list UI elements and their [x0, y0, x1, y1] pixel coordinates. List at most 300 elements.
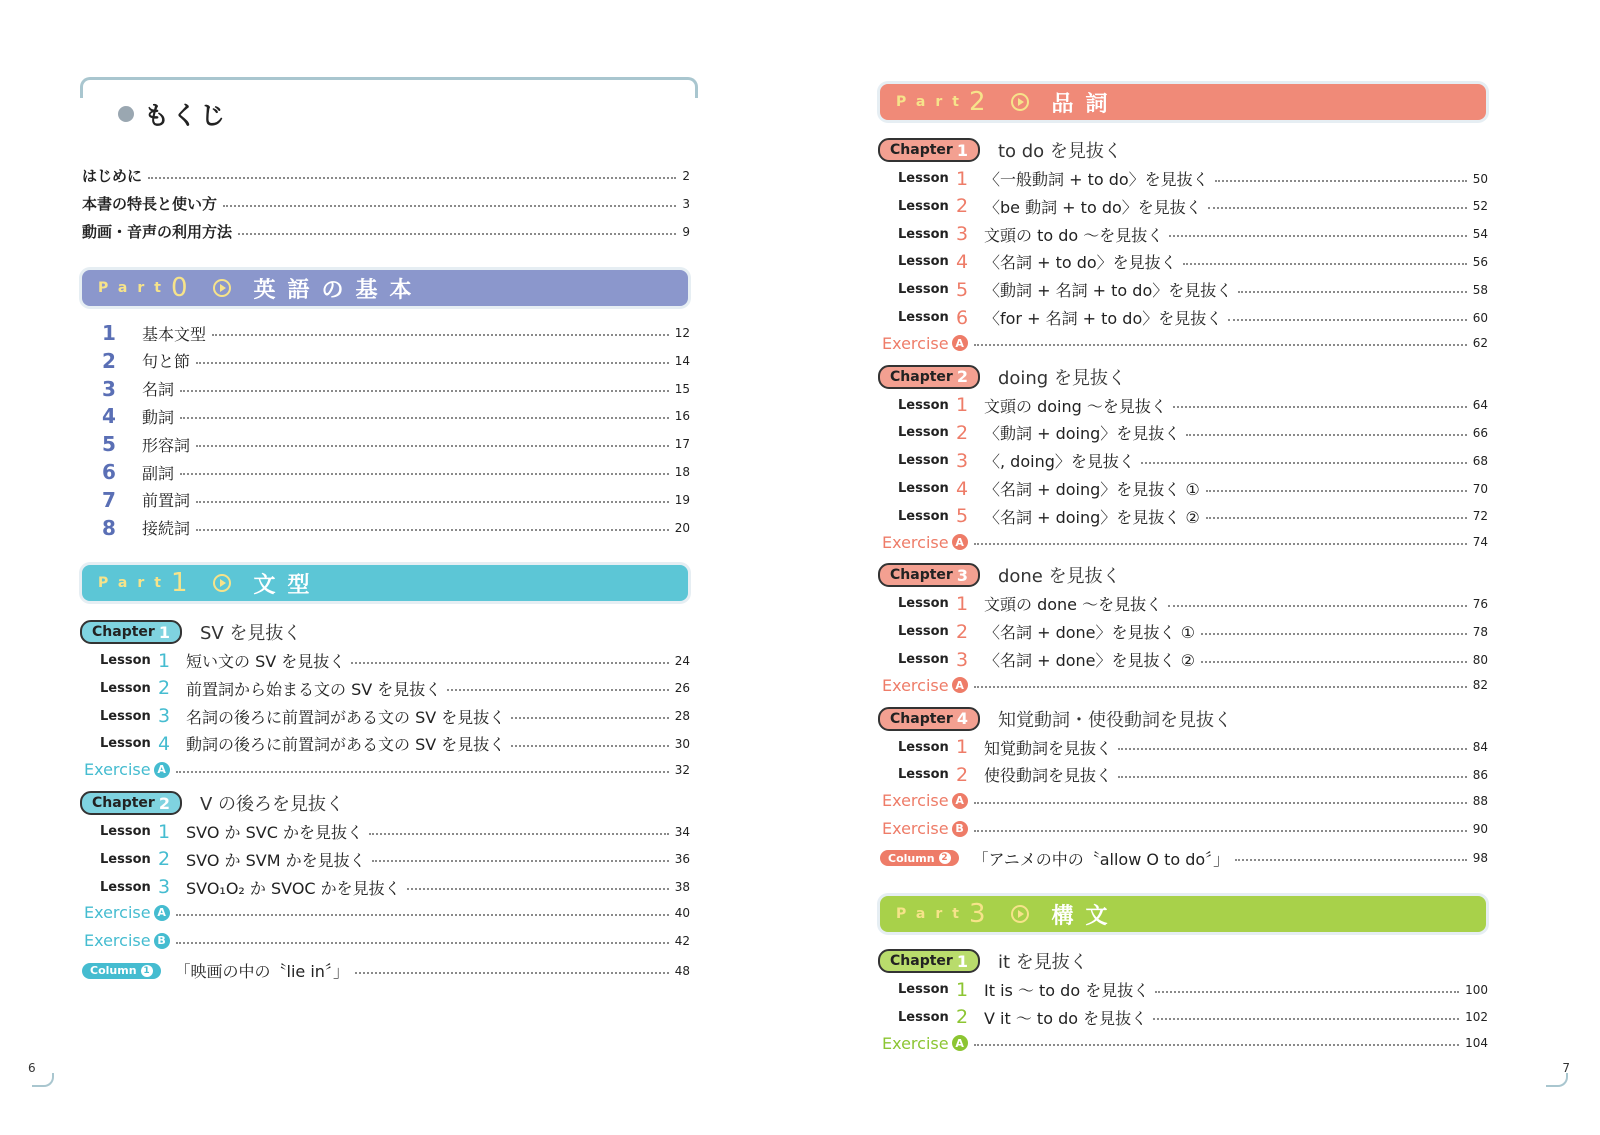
dot-leader [974, 1044, 1460, 1046]
lesson-page: 36 [674, 852, 690, 867]
column-word: Column [888, 851, 935, 865]
lesson-number: 4 [956, 477, 969, 500]
dot-leader [1215, 180, 1467, 182]
chapter-word: Chapter [890, 567, 953, 584]
entry-label: 接続詞 [142, 519, 191, 539]
column-pill [82, 963, 161, 979]
chapter-title: to do を見抜く [997, 141, 1122, 162]
exercise-label: Exercise [882, 791, 949, 811]
part2-banner[interactable]: Part 2 品詞 [880, 84, 1486, 120]
lesson-entry[interactable] [898, 1006, 1488, 1029]
entry-label: 前置詞 [142, 491, 191, 511]
lesson-title: 動詞の後ろに前置詞がある文の SV を見抜く [186, 735, 506, 755]
dot-leader [974, 802, 1467, 804]
chapter-title: it を見抜く [997, 952, 1088, 973]
exercise-label: Exercise [84, 931, 151, 951]
lesson-entry[interactable] [100, 649, 690, 672]
chapter-title: SV を見抜く [199, 623, 302, 644]
part0-entry[interactable] [102, 377, 690, 401]
chapter-word: Chapter [92, 624, 155, 640]
lesson-label: Lesson [898, 310, 949, 325]
lesson-entry[interactable] [898, 648, 1488, 671]
entry-page: 12 [674, 326, 690, 340]
chapter-pill [878, 949, 980, 973]
exercise-page: 90 [1472, 821, 1488, 836]
chapter-pill [878, 138, 980, 162]
chapter-number: 1 [956, 140, 968, 160]
lesson-entry[interactable] [898, 223, 1488, 246]
column-title: 「映画の中の〝lie in〞」 [174, 962, 349, 981]
part0-banner[interactable]: Part 0 英語の基本 [82, 270, 688, 306]
lesson-page: 72 [1472, 509, 1488, 524]
lesson-label: Lesson [898, 226, 949, 242]
dot-leader [369, 833, 669, 835]
lesson-entry[interactable] [898, 421, 1488, 444]
entry-page: 16 [674, 409, 690, 424]
part0-entry[interactable] [102, 432, 690, 456]
lesson-entry[interactable] [898, 592, 1488, 615]
dot-leader [974, 344, 1467, 346]
lesson-number: 2 [956, 620, 969, 643]
dot-leader [511, 745, 668, 747]
lesson-number: 1 [158, 649, 171, 672]
dot-leader [1155, 991, 1459, 993]
exercise-badge: A [952, 1035, 968, 1051]
dot-leader [1169, 235, 1466, 237]
lesson-entry[interactable] [898, 505, 1488, 528]
dot-leader [196, 529, 669, 531]
lesson-number: 2 [956, 763, 969, 786]
dot-leader [196, 445, 669, 447]
exercise-label: Exercise [882, 1033, 949, 1053]
lesson-label: Lesson [898, 397, 949, 413]
chapter-word: Chapter [890, 710, 953, 727]
chapter-pill [878, 563, 980, 587]
chapter-heading[interactable] [878, 137, 1488, 163]
dot-leader [180, 390, 669, 392]
exercise-page: 32 [674, 762, 690, 777]
lesson-page: 50 [1472, 171, 1488, 186]
lesson-number: 1 [956, 167, 969, 190]
dot-leader [1201, 661, 1467, 663]
lesson-number: 1 [956, 978, 969, 1001]
lesson-label: Lesson [100, 680, 151, 696]
dot-leader [1173, 406, 1467, 408]
exercise-badge: A [952, 534, 968, 550]
lesson-page: 64 [1472, 398, 1488, 413]
lesson-entry[interactable] [100, 876, 690, 899]
lesson-number: 2 [158, 677, 171, 700]
dot-leader [1238, 291, 1466, 293]
part0-entry[interactable] [102, 488, 690, 512]
bullet-icon [118, 106, 134, 122]
chapter-pill [80, 620, 182, 644]
column-page: 48 [674, 963, 690, 978]
lesson-number: 4 [956, 250, 969, 273]
toc-entry-intro[interactable]: はじめに 2 [82, 167, 690, 185]
exercise-entry[interactable] [84, 931, 690, 950]
lesson-number: 1 [956, 394, 969, 417]
lesson-label: Lesson [898, 453, 949, 469]
exercise-label: Exercise [882, 532, 949, 552]
lesson-page: 66 [1472, 425, 1488, 440]
chapter-title: doing を見抜く [997, 367, 1126, 389]
lesson-label: Lesson [898, 596, 949, 612]
lesson-entry[interactable] [898, 763, 1488, 786]
lesson-label: Lesson [898, 425, 949, 441]
part0-entry[interactable] [102, 349, 690, 373]
dot-leader [148, 177, 676, 179]
lesson-entry[interactable] [898, 306, 1488, 329]
lesson-label: Lesson [898, 982, 949, 997]
lesson-number: 2 [956, 1006, 969, 1029]
dot-leader [1228, 319, 1466, 321]
lesson-entry[interactable] [100, 848, 690, 871]
chapter-heading[interactable] [80, 619, 690, 645]
lesson-page: 38 [674, 880, 690, 895]
lesson-page: 100 [1465, 982, 1488, 997]
entry-number: 6 [102, 460, 116, 484]
exercise-entry[interactable] [882, 819, 1488, 838]
exercise-page: 62 [1472, 336, 1488, 351]
lesson-entry[interactable] [100, 732, 690, 755]
lesson-number: 1 [956, 736, 969, 759]
title-frame [80, 77, 698, 98]
lesson-label: Lesson [898, 652, 949, 667]
lesson-page: 68 [1472, 453, 1488, 468]
entry-label: 動詞 [142, 407, 175, 427]
dot-leader [355, 972, 669, 974]
lesson-title: SVO か SVC かを見抜く [186, 823, 363, 842]
entry-number: 7 [102, 487, 116, 512]
lesson-entry[interactable] [898, 278, 1488, 301]
lesson-number: 5 [956, 505, 969, 528]
dot-leader [1206, 490, 1467, 492]
entry-number: 1 [102, 321, 116, 345]
lesson-label: Lesson [898, 254, 949, 270]
chapter-word: Chapter [890, 142, 953, 158]
chapter-word: Chapter [92, 795, 155, 811]
chapter-pill [878, 707, 980, 731]
lesson-title: It is 〜 to do を見抜く [984, 981, 1150, 1000]
column-entry[interactable] [880, 847, 1488, 870]
exercise-page: 104 [1465, 1036, 1488, 1051]
lesson-entry[interactable] [898, 449, 1488, 472]
lesson-number: 3 [956, 223, 969, 246]
lesson-label: Lesson [100, 736, 151, 752]
dot-leader [1235, 859, 1467, 861]
lesson-page: 102 [1465, 1010, 1488, 1025]
lesson-label: Lesson [100, 824, 151, 839]
chapter-heading[interactable] [878, 364, 1488, 390]
chapter-title: V の後ろを見抜く [199, 794, 344, 815]
lesson-number: 2 [956, 421, 969, 444]
play-icon[interactable] [213, 279, 231, 297]
lesson-title: 〈名詞 + to do〉を見抜く [984, 253, 1177, 273]
entry-number: 5 [102, 432, 116, 457]
lesson-title: 〈名詞 + done〉を見抜く ② [984, 651, 1195, 670]
lesson-page: 58 [1472, 282, 1488, 297]
lesson-title: 名詞の後ろに前置詞がある文の SV を見抜く [186, 707, 506, 727]
chapter-number: 1 [956, 951, 968, 971]
lesson-page: 24 [674, 653, 690, 668]
dot-leader [212, 334, 669, 336]
lesson-number: 3 [158, 876, 171, 899]
dot-leader [511, 717, 668, 719]
chapter-title: done を見抜く [997, 566, 1121, 588]
lesson-title: 〈名詞 + doing〉を見抜く ① [984, 480, 1200, 499]
dot-leader [974, 543, 1467, 545]
lesson-title: 〈一般動詞 + to do〉を見抜く [984, 170, 1209, 189]
exercise-badge: A [952, 793, 968, 809]
lesson-title: 〈動詞 + doing〉を見抜く [984, 424, 1181, 444]
lesson-title: 知覚動詞を見抜く [984, 738, 1113, 758]
lesson-label: Lesson [100, 879, 151, 895]
lesson-page: 52 [1472, 199, 1488, 214]
chapter-word: Chapter [890, 953, 953, 969]
dot-leader [372, 860, 669, 862]
lesson-number: 3 [956, 449, 969, 472]
dot-leader [1118, 776, 1467, 778]
lesson-title: SVO か SVM かを見抜く [186, 850, 366, 870]
lesson-label: Lesson [898, 171, 949, 186]
exercise-page: 82 [1472, 678, 1488, 693]
lesson-title: 〈for + 名詞 + to do〉を見抜く [984, 309, 1223, 328]
exercise-label: Exercise [882, 819, 949, 838]
entry-page: 19 [674, 492, 690, 507]
lesson-number: 3 [158, 705, 171, 728]
exercise-entry[interactable] [882, 533, 1488, 552]
entry-number: 2 [102, 348, 116, 373]
exercise-label: Exercise [882, 333, 949, 353]
exercise-entry[interactable] [882, 791, 1488, 810]
toc-title: もくじ [118, 96, 228, 132]
lesson-entry[interactable] [898, 736, 1488, 759]
lesson-number: 5 [956, 278, 969, 301]
chapter-heading[interactable] [878, 948, 1488, 974]
dot-leader [351, 662, 668, 664]
exercise-page: 40 [674, 905, 690, 920]
play-icon[interactable] [1011, 93, 1029, 111]
play-icon[interactable] [213, 574, 231, 592]
dot-leader [407, 888, 669, 890]
exercise-badge: A [952, 677, 968, 693]
lesson-entry[interactable] [898, 394, 1488, 417]
entry-label: 名詞 [142, 380, 175, 400]
entry-page: 15 [674, 381, 690, 396]
corner-mark [32, 1073, 54, 1087]
lesson-page: 26 [674, 681, 690, 696]
entry-number: 8 [102, 515, 116, 540]
exercise-page: 88 [1472, 793, 1488, 808]
lesson-entry[interactable] [898, 620, 1488, 643]
dot-leader [1168, 605, 1467, 607]
dot-leader [196, 501, 669, 503]
lesson-page: 54 [1472, 227, 1488, 242]
dot-leader [238, 233, 676, 235]
lesson-title: 文頭の doing 〜を見抜く [984, 396, 1167, 416]
chapter-heading[interactable] [878, 562, 1488, 588]
entry-page: 14 [674, 353, 690, 368]
exercise-entry[interactable] [84, 903, 690, 922]
lesson-page: 86 [1472, 767, 1488, 782]
exercise-badge: A [154, 762, 170, 778]
exercise-entry[interactable] [882, 334, 1488, 353]
dot-leader [1141, 462, 1467, 464]
exercise-entry[interactable] [882, 676, 1488, 695]
lesson-label: Lesson [100, 653, 151, 668]
lesson-number: 1 [956, 592, 969, 615]
dot-leader [176, 771, 669, 773]
lesson-title: 〈名詞 + doing〉を見抜く ② [984, 507, 1200, 527]
lesson-entry[interactable] [898, 978, 1488, 1001]
exercise-badge: B [154, 933, 170, 949]
lesson-page: 34 [674, 824, 690, 839]
part0-entry[interactable] [102, 404, 690, 428]
dot-leader [180, 473, 669, 475]
dot-leader [974, 686, 1467, 688]
lesson-entry[interactable] [898, 195, 1488, 218]
chapter-heading[interactable] [878, 706, 1488, 732]
lesson-page: 30 [674, 736, 690, 751]
chapter-number: 3 [956, 565, 968, 585]
lesson-label: Lesson [898, 739, 949, 755]
lesson-number: 2 [956, 195, 969, 218]
dot-leader [1186, 434, 1466, 436]
part0-entry[interactable] [102, 321, 690, 345]
lesson-label: Lesson [898, 624, 949, 640]
column-title: 「アニメの中の〝allow O to do〞」 [972, 849, 1230, 869]
lesson-page: 28 [674, 709, 690, 724]
dot-leader [176, 914, 669, 916]
lesson-page: 76 [1472, 596, 1488, 611]
toc-entry-media[interactable]: 動画・音声の利用方法 9 [82, 223, 690, 241]
exercise-entry[interactable] [84, 760, 690, 779]
lesson-entry[interactable] [898, 167, 1488, 190]
lesson-label: Lesson [898, 481, 949, 496]
entry-label: 副詞 [142, 463, 175, 483]
chapter-pill [80, 791, 182, 815]
lesson-entry[interactable] [898, 477, 1488, 500]
entry-label: 句と節 [142, 352, 191, 372]
column-page: 98 [1472, 851, 1488, 866]
lesson-label: Lesson [100, 851, 151, 867]
lesson-entry[interactable] [100, 677, 690, 700]
dot-leader [196, 362, 669, 364]
exercise-label: Exercise [882, 675, 949, 695]
lesson-title: 〈, doing〉を見抜く [984, 452, 1135, 472]
part1-banner[interactable]: Part 1 文型 [82, 565, 688, 601]
part0-entry[interactable] [102, 516, 690, 540]
lesson-title: SVO₁O₂ か SVOC かを見抜く [186, 878, 401, 898]
column-number: 2 [939, 852, 951, 864]
part0-entry[interactable] [102, 460, 690, 484]
chapter-word: Chapter [890, 368, 953, 385]
lesson-title: 使役動詞を見抜く [984, 766, 1113, 786]
exercise-badge: A [952, 335, 968, 351]
lesson-number: 4 [158, 732, 171, 755]
dot-leader [1201, 633, 1467, 635]
entry-number: 3 [102, 376, 116, 401]
entry-page: 20 [674, 520, 690, 535]
part3-banner[interactable]: Part 3 構文 [880, 896, 1486, 932]
lesson-entry[interactable] [100, 705, 690, 728]
lesson-page: 70 [1472, 481, 1488, 496]
lesson-title: 〈動詞 + 名詞 + to do〉を見抜く [984, 281, 1233, 301]
entry-page: 17 [674, 437, 690, 452]
lesson-number: 1 [158, 820, 171, 843]
dot-leader [974, 830, 1467, 832]
chapter-heading[interactable] [80, 790, 690, 816]
lesson-page: 80 [1472, 652, 1488, 667]
lesson-number: 6 [956, 306, 969, 329]
play-icon[interactable] [1011, 905, 1029, 923]
entry-label: 基本文型 [142, 324, 207, 344]
lesson-label: Lesson [898, 282, 949, 298]
lesson-label: Lesson [100, 708, 151, 724]
lesson-entry[interactable] [100, 820, 690, 843]
right-page [800, 0, 1600, 1135]
dot-leader [1153, 1018, 1459, 1020]
dot-leader [1206, 517, 1467, 519]
lesson-entry[interactable] [898, 250, 1488, 273]
entry-label: 形容詞 [142, 435, 191, 455]
exercise-badge: A [154, 905, 170, 921]
lesson-label: Lesson [898, 1009, 949, 1025]
lesson-page: 60 [1472, 310, 1488, 325]
column-word: Column [90, 964, 137, 977]
lesson-title: V it 〜 to do を見抜く [984, 1008, 1148, 1028]
entry-number: 4 [102, 404, 116, 429]
dot-leader [1208, 207, 1467, 209]
dot-leader [180, 417, 669, 419]
column-number: 1 [141, 965, 153, 977]
chapter-number: 1 [158, 622, 170, 642]
lesson-number: 3 [956, 648, 969, 671]
chapter-number: 4 [956, 709, 968, 729]
page-number: 6 [28, 1061, 36, 1075]
corner-mark [1546, 1073, 1568, 1087]
chapter-pill [878, 365, 980, 389]
column-pill [880, 850, 959, 866]
lesson-title: 短い文の SV を見抜く [186, 652, 346, 671]
lesson-label: Lesson [898, 767, 949, 783]
lesson-page: 84 [1472, 740, 1488, 755]
lesson-title: 文頭の done 〜を見抜く [984, 595, 1163, 615]
page-number: 7 [1562, 1061, 1570, 1075]
dot-leader [176, 942, 669, 944]
exercise-page: 42 [674, 933, 690, 948]
lesson-title: 文頭の to do 〜を見抜く [984, 225, 1164, 245]
exercise-badge: B [952, 821, 968, 837]
dot-leader [447, 689, 668, 691]
lesson-title: 〈名詞 + done〉を見抜く ① [984, 623, 1195, 643]
exercise-page: 74 [1472, 535, 1488, 550]
lesson-number: 2 [158, 848, 171, 871]
toc-entry-features[interactable]: 本書の特長と使い方 3 [82, 195, 690, 213]
lesson-page: 78 [1472, 624, 1488, 639]
lesson-label: Lesson [898, 508, 949, 524]
chapter-number: 2 [158, 793, 170, 813]
lesson-page: 56 [1472, 254, 1488, 269]
column-entry[interactable] [82, 959, 690, 982]
exercise-label: Exercise [84, 760, 151, 780]
entry-page: 18 [674, 465, 690, 479]
chapter-title: 知覚動詞・使役動詞を見抜く [997, 709, 1232, 731]
exercise-entry[interactable] [882, 1034, 1488, 1053]
chapter-number: 2 [956, 367, 968, 387]
lesson-title: 〈be 動詞 + to do〉を見抜く [984, 197, 1202, 217]
